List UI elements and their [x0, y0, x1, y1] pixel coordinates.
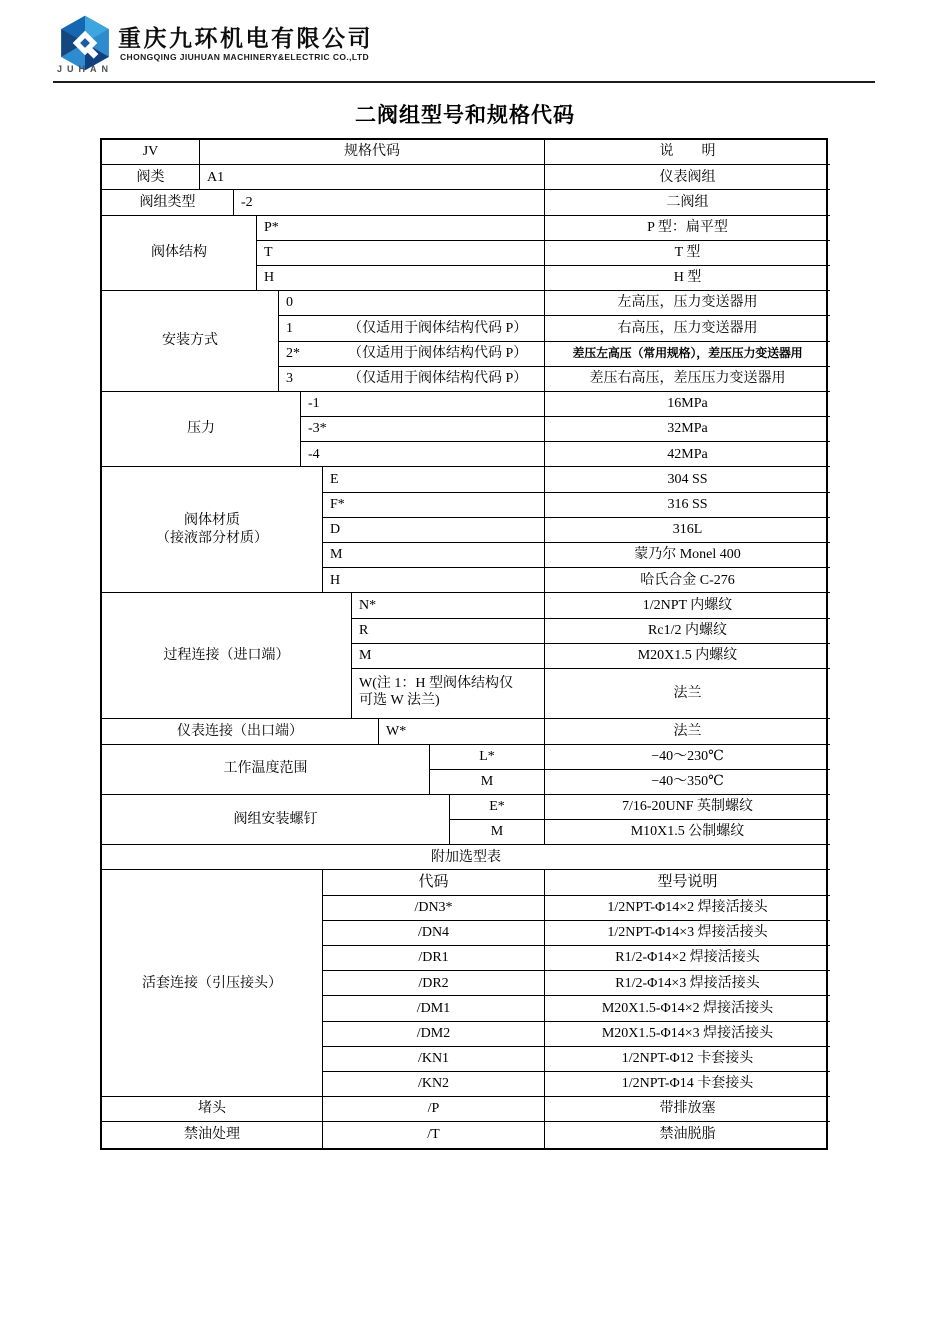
table-cell-code: /DN3* [323, 896, 545, 921]
valve-class-desc: 仪表阀组 [545, 165, 830, 190]
table-cell-desc: 1/2NPT 内螺纹 [545, 593, 830, 618]
table-cell-code: /DM1 [323, 996, 545, 1021]
table-cell-code: M [450, 820, 545, 845]
code-value: 1 [286, 320, 293, 336]
table-cell-code: /KN2 [323, 1072, 545, 1097]
company-name-english: CHONGQING JIUHUAN MACHINERY&ELECTRIC CO.,LTD [120, 52, 369, 62]
table-cell-desc: 7/16-20UNF 英制螺纹 [545, 795, 830, 820]
table-cell-code: N* [352, 593, 545, 618]
code-line2: 可选 W 法兰) [359, 693, 440, 709]
table-cell-desc: P 型：扁平型 [545, 216, 830, 241]
table-cell-code: /P [323, 1097, 545, 1122]
table-cell-desc: 法兰 [545, 669, 830, 719]
table-cell-code: H [323, 568, 545, 593]
pressure-label: 压力 [102, 392, 301, 468]
table-cell-desc: 蒙乃尔 Monel 400 [545, 543, 830, 568]
table-cell-desc: 32MPa [545, 417, 830, 442]
table-cell-code [352, 669, 545, 719]
table-cell-desc: 316L [545, 518, 830, 543]
spec-table [100, 138, 828, 1150]
table-cell-code [279, 367, 545, 392]
table-cell-desc: M20X1.5-Φ14×3 焊接活接头 [545, 1022, 830, 1047]
table-cell-code: -3* [301, 417, 545, 442]
table-cell-desc: 差压左高压（常用规格），差压压力变送器用 [545, 342, 830, 367]
table-cell-desc: 右高压，压力变送器用 [545, 316, 830, 341]
table-cell-code: /DN4 [323, 921, 545, 946]
table-cell-code: R [352, 619, 545, 644]
table-cell-code: D [323, 518, 545, 543]
table-cell-desc: −40～230℃ [545, 745, 830, 770]
manifold-type-desc: 二阀组 [545, 190, 830, 215]
head-description: 说 明 [545, 140, 830, 165]
table-cell-desc: M20X1.5-Φ14×2 焊接活接头 [545, 996, 830, 1021]
screws-label: 阀组安装螺钉 [102, 795, 450, 845]
process-connection-label: 过程连接（进口端） [102, 593, 352, 719]
table-cell-desc: 带排放塞 [545, 1097, 830, 1122]
table-cell-code [279, 291, 545, 316]
table-cell-code: /DR2 [323, 971, 545, 996]
instrument-connection-label: 仪表连接（出口端） [102, 719, 379, 744]
table-cell-code: /KN1 [323, 1047, 545, 1072]
table-cell-code: M [323, 543, 545, 568]
valve-class-code: A1 [200, 165, 545, 190]
table-cell-desc: 1/2NPT-Φ14 卡套接头 [545, 1072, 830, 1097]
code-value: 0 [286, 295, 293, 311]
manifold-type-label: 阀组类型 [102, 190, 234, 215]
table-cell-desc: M20X1.5 内螺纹 [545, 644, 830, 669]
table-cell-code: E* [450, 795, 545, 820]
table-cell-desc: M10X1.5 公制螺纹 [545, 820, 830, 845]
material-label [102, 467, 323, 593]
table-cell-desc: Rc1/2 内螺纹 [545, 619, 830, 644]
table-cell-desc: 法兰 [545, 719, 830, 744]
table-cell-code: M [352, 644, 545, 669]
union-col-desc: 型号说明 [545, 870, 830, 895]
material-label-line2: （接液部分材质） [156, 530, 268, 546]
company-name: 重庆九环机电有限公司 [118, 25, 373, 51]
table-cell-desc: R1/2-Φ14×2 焊接活接头 [545, 946, 830, 971]
table-cell-desc: 304 SS [545, 467, 830, 492]
logo-wordmark: JUHAN [56, 64, 113, 74]
table-cell-desc: 16MPa [545, 392, 830, 417]
table-cell-desc: 哈氏合金 C-276 [545, 568, 830, 593]
body-structure-label: 阀体结构 [102, 216, 257, 292]
table-cell-code: /T [323, 1122, 545, 1147]
code-note: （仅适用于阀体结构代码 P） [348, 345, 528, 361]
valve-class-label: 阀类 [102, 165, 200, 190]
table-cell-desc: 1/2NPT-Φ14×3 焊接活接头 [545, 921, 830, 946]
table-cell-code: H [257, 266, 545, 291]
code-note: （仅适用于阀体结构代码 P） [348, 371, 528, 387]
code-line1: W(注 1：H 型阀体结构仅 [359, 675, 513, 691]
table-cell-code: /DM2 [323, 1022, 545, 1047]
table-cell-code: -4 [301, 442, 545, 467]
table-cell-code [279, 316, 545, 341]
table-cell-code: P* [257, 216, 545, 241]
code-note: （仅适用于阀体结构代码 P） [348, 320, 528, 336]
table-cell-desc: H 型 [545, 266, 830, 291]
additional-options-title: 附加选型表 [102, 845, 830, 870]
table-cell-code: L* [430, 745, 545, 770]
manifold-type-code: -2 [234, 190, 545, 215]
plug-label: 堵头 [102, 1097, 323, 1122]
table-cell-desc: T 型 [545, 241, 830, 266]
table-cell-desc: 42MPa [545, 442, 830, 467]
temperature-label: 工作温度范围 [102, 745, 430, 795]
head-jv: JV [102, 140, 200, 165]
table-cell-desc: 禁油脱脂 [659, 1127, 716, 1143]
table-cell-code: -1 [301, 392, 545, 417]
code-value: 3 [286, 371, 293, 387]
table-cell-desc: −40～350℃ [545, 770, 830, 795]
material-label-line1: 阀体材质 [184, 513, 240, 529]
header-divider [53, 81, 875, 83]
union-connection-label: 活套连接（引压接头） [102, 870, 323, 1097]
table-cell-desc: 1/2NPT-Φ12 卡套接头 [545, 1047, 830, 1072]
head-spec-code: 规格代码 [200, 140, 545, 165]
table-cell-code: W* [379, 719, 545, 744]
table-cell-code: /DR1 [323, 946, 545, 971]
table-cell-desc: 差压右高压，差压压力变送器用 [545, 367, 830, 392]
table-cell-desc: 316 SS [545, 493, 830, 518]
table-cell-desc: R1/2-Φ14×3 焊接活接头 [545, 971, 830, 996]
table-cell-code [279, 342, 545, 367]
code-value: 2* [286, 345, 300, 361]
union-col-code: 代码 [323, 870, 545, 895]
table-cell-desc: 1/2NPT-Φ14×2 焊接活接头 [545, 896, 830, 921]
table-cell-code: T [257, 241, 545, 266]
table-cell-code: F* [323, 493, 545, 518]
oil-free-label: 禁油处理 [102, 1122, 323, 1147]
page-title: 二阀组型号和规格代码 [355, 103, 575, 127]
installation-label: 安装方式 [102, 291, 279, 392]
table-cell-code: M [430, 770, 545, 795]
table-cell-code: E [323, 467, 545, 492]
table-cell-desc: 左高压，压力变送器用 [545, 291, 830, 316]
